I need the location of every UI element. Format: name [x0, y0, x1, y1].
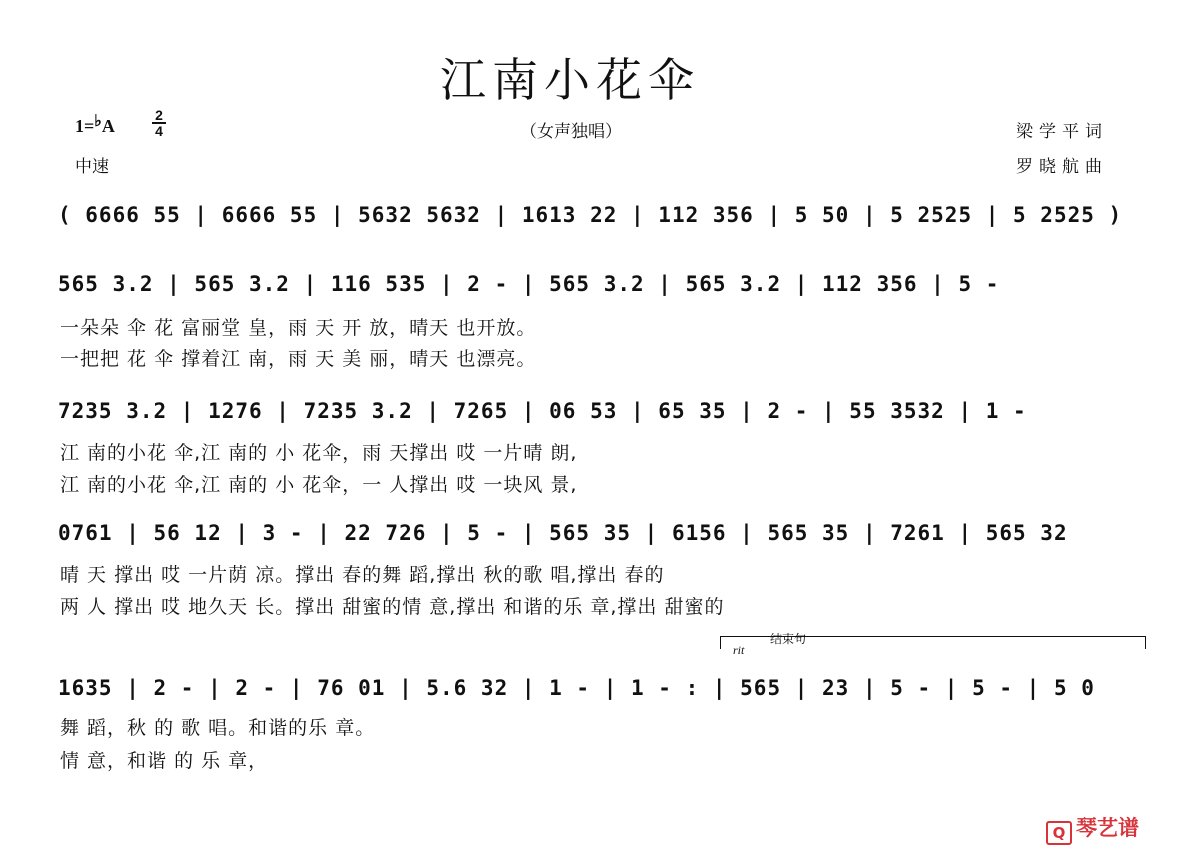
lyricist: 梁学平词	[1016, 122, 1108, 142]
score-line-2: 565 3.2 | 565 3.2 | 116 535 | 2 - | 565 3.2 | 565 3.2 | 112 356 | 5 -	[58, 272, 1000, 296]
lyric-line-4-verse-2: 两 人 撑出 哎 地久天 长。撑出 甜蜜的情 意,撑出 和谐的乐 章,撑出 甜蜜的	[60, 596, 725, 618]
score-line-4: 0761 | 56 12 | 3 - | 22 726 | 5 - | 565 35 | 6156 | 565 35 | 7261 | 565 32	[58, 521, 1068, 545]
lyric-line-5-verse-1: 舞 蹈，秋 的 歌 唱。和谐的乐 章。	[60, 717, 376, 739]
flat-sign: ♭	[94, 113, 102, 130]
score-line-intro: ( 6666 55 | 6666 55 | 5632 5632 | 1613 22 | 112 356 | 5 50 | 5 2525 | 5 2525 )	[58, 203, 1123, 227]
logo-mark-icon: Q	[1046, 821, 1072, 845]
ritardando-marking: rit	[733, 643, 745, 657]
lyric-line-4-verse-1: 晴 天 撑出 哎 一片荫 凉。撑出 春的舞 蹈,撑出 秋的歌 唱,撑出 春的	[60, 564, 665, 586]
lyric-line-2-verse-1: 一朵朵 伞 花 富丽堂 皇，雨 天 开 放，晴天 也开放。	[60, 317, 537, 339]
lyric-line-3-verse-2: 江 南的小花 伞,江 南的 小 花伞，一 人撑出 哎 一块风 景,	[60, 474, 578, 496]
score-line-3: 7235 3.2 | 1276 | 7235 3.2 | 7265 | 06 53 | 65 35 | 2 - | 55 3532 | 1 -	[58, 399, 1027, 423]
tempo-marking: 中速	[75, 157, 109, 177]
time-signature-top: 2	[152, 108, 166, 124]
ending-label: 结束句	[770, 632, 807, 646]
song-title: 江南小花伞	[440, 53, 700, 107]
watermark-text: 琴艺谱	[1076, 816, 1139, 840]
key-note: A	[101, 116, 115, 136]
subtitle: （女声独唱）	[520, 122, 622, 142]
watermark-logo	[1046, 812, 1139, 845]
lyric-line-3-verse-1: 江 南的小花 伞,江 南的 小 花伞，雨 天撑出 哎 一片晴 朗,	[60, 442, 578, 464]
key-signature	[75, 113, 115, 137]
score-line-5: 1635 | 2 - | 2 - | 76 01 | 5.6 32 | 1 - | 1 - : | 565 | 23 | 5 - | 5 - | 5 0	[58, 676, 1095, 700]
time-signature	[152, 108, 166, 138]
lyric-line-5-verse-2: 情 意，和谐 的 乐 章，	[60, 750, 269, 772]
time-signature-bottom: 4	[155, 123, 163, 139]
key-prefix: 1=	[75, 116, 95, 136]
lyric-line-2-verse-2: 一把把 花 伞 撑着江 南，雨 天 美 丽，晴天 也漂亮。	[60, 348, 537, 370]
composer: 罗晓航曲	[1016, 157, 1108, 177]
